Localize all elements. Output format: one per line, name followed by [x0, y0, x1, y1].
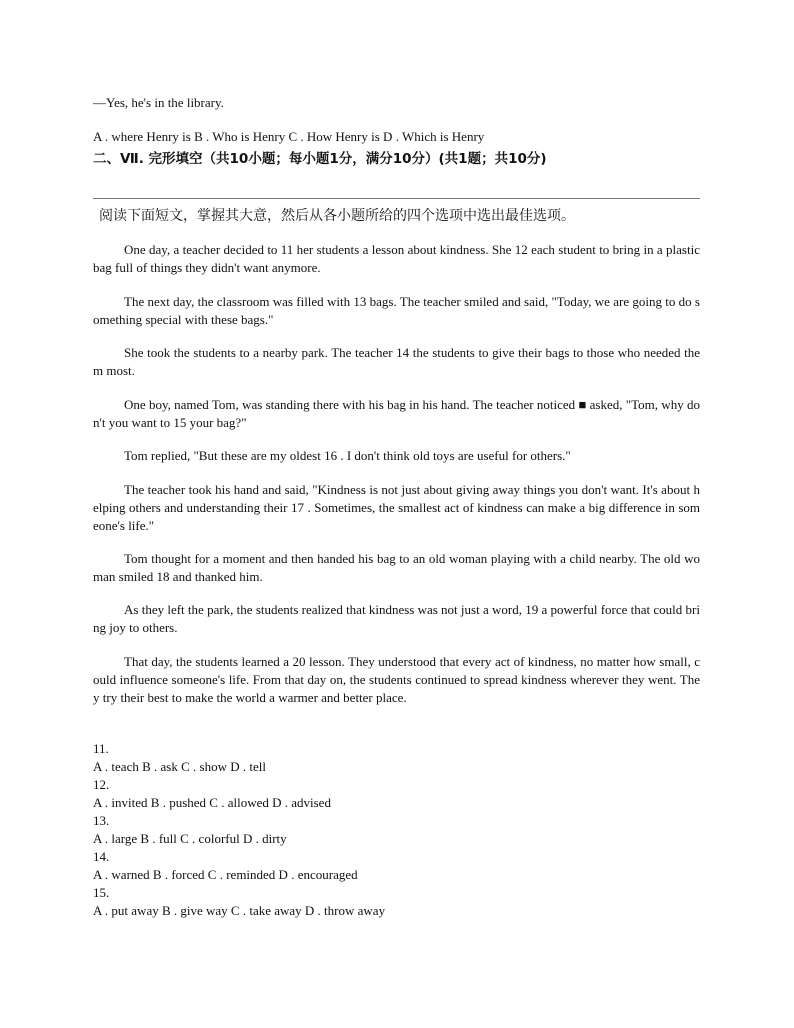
previous-question-options: A . where Henry is B . Who is Henry C . How Henry is D . Which is Henry — [93, 129, 485, 144]
question-options: A . teach B . ask C . show D . tell — [93, 759, 266, 774]
question-number: 11. — [93, 741, 109, 756]
passage-paragraph-6: The teacher took his hand and said, "Kindness is not just about giving away things you don't want. It's about helping others and understanding their 17 . Sometimes, the smallest act of kindness can make a big difference in someone's life." — [93, 482, 700, 533]
question-options: A . put away B . give way C . take away D . throw away — [93, 903, 386, 918]
section-heading: 二、Ⅶ. 完形填空（共10小题；每小题1分，满分10分）(共1题；共10分) — [93, 151, 547, 167]
passage-paragraph-8: As they left the park, the students realized that kindness was not just a word, 19 a powerful force that could bring joy to others. — [93, 602, 700, 635]
passage-paragraph-9: That day, the students learned a 20 lesson. They understood that every act of kindness, no matter how small, could influence someone's life. From that day on, the students continued to spread kindness wherever they went. They try their best to make the world a warmer and better place. — [93, 654, 700, 705]
question-number: 15. — [93, 885, 110, 900]
dialogue-answer-line: —Yes, he's in the library. — [93, 95, 224, 110]
passage-paragraph-3: She took the students to a nearby park. The teacher 14 the students to give their bags to those who needed them most. — [93, 345, 700, 378]
passage-paragraph-5: Tom replied, "But these are my oldest 16 . I don't think old toys are useful for others." — [124, 448, 571, 463]
question-number: 14. — [93, 849, 110, 864]
passage-paragraph-2: The next day, the classroom was filled with 13 bags. The teacher smiled and said, "Today, we are going to do something special with these bags." — [93, 294, 700, 327]
question-number: 13. — [93, 813, 110, 828]
passage-paragraph-4: One boy, named Tom, was standing there with his bag in his hand. The teacher noticed ■ asked, "Tom, why don't you want to 15 your bag?" — [93, 397, 700, 430]
question-options: A . large B . full C . colorful D . dirty — [93, 831, 287, 846]
question-options: A . invited B . pushed C . allowed D . advised — [93, 795, 331, 810]
section-instruction: 阅读下面短文，掌握其大意，然后从各小题所给的四个选项中选出最佳选项。 — [99, 208, 575, 224]
question-options: A . warned B . forced C . reminded D . encouraged — [93, 867, 358, 882]
passage-paragraph-1: One day, a teacher decided to 11 her students a lesson about kindness. She 12 each student to bring in a plastic bag full of things they didn't want anymore. — [93, 242, 700, 275]
section-divider — [93, 198, 700, 199]
question-number: 12. — [93, 777, 110, 792]
passage-paragraph-7: Tom thought for a moment and then handed his bag to an old woman playing with a child nearby. The old woman smiled 18 and thanked him. — [93, 551, 700, 584]
